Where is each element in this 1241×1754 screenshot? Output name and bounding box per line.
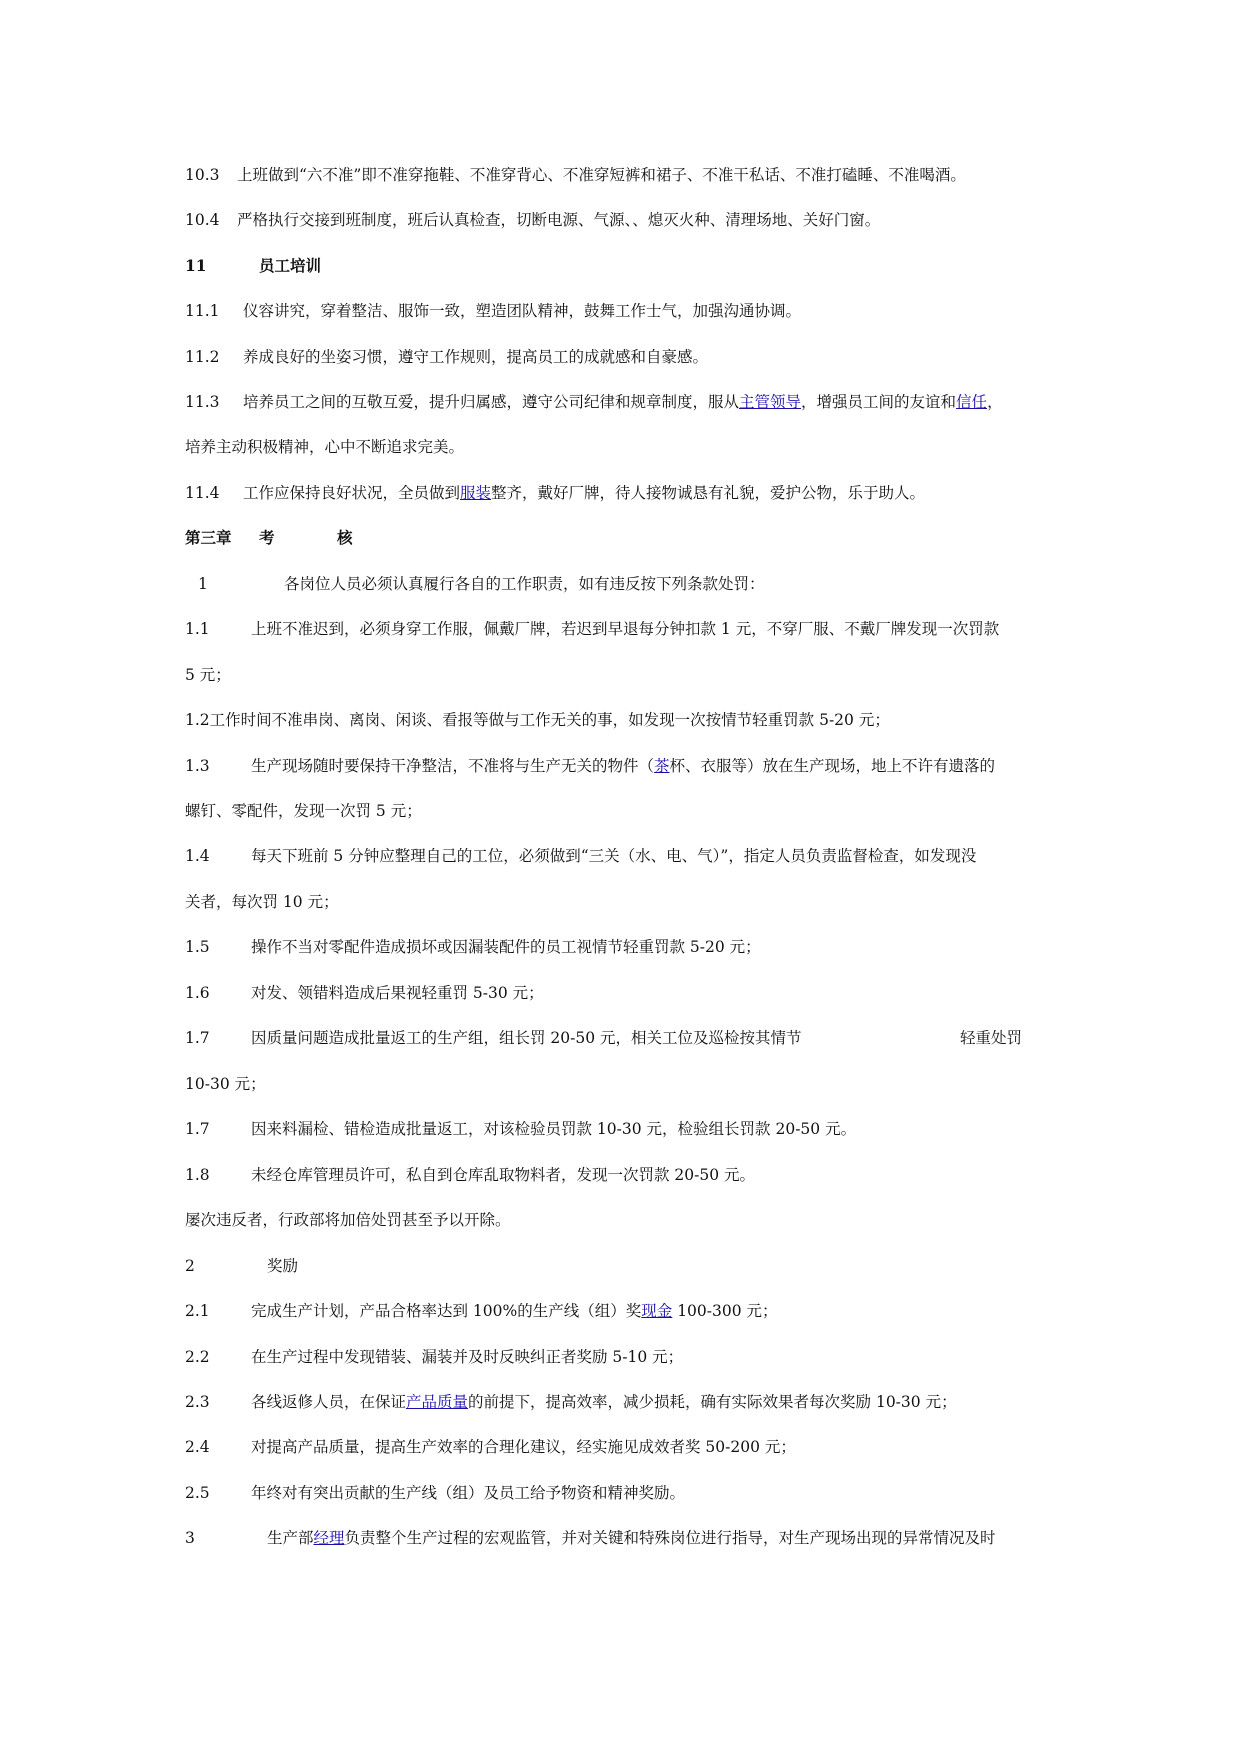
- clause-1-4: [185, 846, 976, 866]
- clause-11-3-cont: [185, 437, 464, 457]
- clause-text: 杯、衣服等）放在生产现场，地上不许有遗落的: [669, 757, 996, 775]
- clause-number: 11.1: [185, 302, 220, 320]
- clause-2-4: [185, 1437, 796, 1457]
- clause-text: ，增强员工间的友谊和: [801, 393, 957, 411]
- clause-text: 未经仓库管理员许可，私自到仓库乱取物料者，发现一次罚款 20-50 元。: [251, 1166, 756, 1184]
- clause-text: 轻重处罚: [960, 1029, 1023, 1047]
- clause-text: 养成良好的坐姿习惯，遵守工作规则，提高员工的成就感和自豪感。: [243, 348, 709, 366]
- clause-2-5: [185, 1483, 685, 1503]
- clause-text: 对发、领错料造成后果视轻重罚 5-30 元；: [251, 984, 544, 1002]
- clause-2-2: [185, 1347, 683, 1367]
- clause-text: 因质量问题造成批量返工的生产组，组长罚 20-50 元，相关工位及巡检按其情节: [251, 1029, 802, 1047]
- link-manager[interactable]: 经理: [313, 1529, 345, 1547]
- clause-2-3: [185, 1392, 957, 1412]
- clause-number: 1.7: [185, 1029, 210, 1047]
- link-tea[interactable]: 茶: [654, 757, 670, 775]
- link-cash[interactable]: 现金: [641, 1302, 673, 1320]
- clause-1-3-cont: [185, 801, 422, 821]
- clause-text: 年终对有突出贡献的生产线（组）及员工给予物资和精神奖励。: [251, 1484, 686, 1502]
- clause-text: ，: [987, 393, 1003, 411]
- clause-text: 上班不准迟到，必须身穿工作服，佩戴厂牌，若迟到早退每分钟扣款 1 元，不穿厂服、不戴厂牌发现一次罚款: [251, 620, 1000, 638]
- clause-text: 严格执行交接到班制度，班后认真检查，切断电源、气源、、熄灭火种、清理场地、关好门窗。: [237, 211, 881, 229]
- clause-text: 5 元；: [185, 666, 231, 684]
- clause-1-4-cont: [185, 892, 339, 912]
- clause-text: 完成生产计划，产品合格率达到 100%的生产线（组）奖: [251, 1302, 642, 1320]
- clause-number: 1.7: [185, 1120, 210, 1138]
- clause-1-7-cont: [185, 1074, 266, 1094]
- clause-1: [198, 574, 765, 594]
- chapter-number: 第三章: [185, 528, 232, 547]
- section-number: 2: [185, 1257, 195, 1275]
- clause-number: 3: [185, 1529, 195, 1547]
- clause-text: 各线返修人员，在保证: [251, 1393, 407, 1411]
- section-heading-11: [185, 256, 321, 276]
- clause-number: 10.3: [185, 166, 220, 184]
- clause-number: 1: [198, 575, 208, 593]
- link-trust[interactable]: 信任: [956, 393, 988, 411]
- clause-number: 1.6: [185, 984, 210, 1002]
- clause-text: 因来料漏检、错检造成批量返工，对该检验员罚款 10-30 元，检验组长罚款 20-50 元。: [251, 1120, 857, 1138]
- clause-number: 2.1: [185, 1302, 210, 1320]
- clause-number: 10.4: [185, 211, 220, 229]
- clause-number: 1.3: [185, 757, 210, 775]
- link-clothing[interactable]: 服装: [460, 484, 492, 502]
- clause-text: 的前提下，提高效率，减少损耗，确有实际效果者每次奖励 10-30 元；: [468, 1393, 957, 1411]
- clause-10-4: [185, 210, 880, 230]
- clause-text: 各岗位人员必须认真履行各自的工作职责，如有违反按下列条款处罚：: [284, 575, 765, 593]
- clause-text: 整齐，戴好厂牌，待人接物诚恳有礼貌，爱护公物，乐于助人。: [491, 484, 926, 502]
- clause-1-7-tail: [960, 1028, 1022, 1048]
- section-title: 员工培训: [259, 256, 322, 275]
- clause-number: 1.5: [185, 938, 210, 956]
- clause-text: 工作时间不准串岗、离岗、闲谈、看报等做与工作无关的事，如发现一次按情节轻重罚款 5-20 元；: [209, 711, 890, 729]
- clause-number: 1.1: [185, 620, 210, 638]
- chapter-title-char: 考: [259, 528, 275, 547]
- clause-text: 螺钉、零配件，发现一次罚 5 元；: [185, 802, 422, 820]
- clause-number: 11.2: [185, 348, 220, 366]
- clause-1-3: [185, 756, 995, 776]
- link-product-quality[interactable]: 产品质量: [406, 1393, 469, 1411]
- clause-text: 仪容讲究，穿着整洁、服饰一致，塑造团队精神，鼓舞工作士气，加强沟通协调。: [243, 302, 802, 320]
- clause-1-8: [185, 1165, 755, 1185]
- clause-text: 负责整个生产过程的宏观监管，并对关键和特殊岗位进行指导，对生产现场出现的异常情况及时: [344, 1529, 996, 1547]
- clause-10-3: [185, 165, 966, 185]
- clause-text: 培养主动积极精神，心中不断追求完美。: [185, 438, 465, 456]
- note-repeat-offenders: [185, 1210, 511, 1230]
- section-heading-2: [185, 1256, 298, 1276]
- clause-text: 对提高产品质量，提高生产效率的合理化建议，经实施见成效者奖 50-200 元；: [251, 1438, 796, 1456]
- clause-text: 屡次违反者，行政部将加倍处罚甚至予以开除。: [185, 1211, 511, 1229]
- clause-2-1: [185, 1301, 778, 1321]
- clause-3: [185, 1528, 996, 1548]
- clause-number: 1.4: [185, 847, 210, 865]
- clause-text: 上班做到“六不准”即不准穿拖鞋、不准穿背心、不准穿短裤和裙子、不准干私话、不准打磕睡、不准喝酒。: [237, 166, 966, 184]
- clause-1-1-cont: [185, 665, 231, 685]
- clause-1-6: [185, 983, 544, 1003]
- clause-text: 在生产过程中发现错装、漏装并及时反映纠正者奖励 5-10 元；: [251, 1348, 684, 1366]
- clause-1-7b: [185, 1119, 856, 1139]
- clause-1-1: [185, 619, 999, 639]
- clause-1-7: [185, 1028, 802, 1048]
- clause-11-3: [185, 392, 1003, 412]
- clause-text: 生产部: [267, 1529, 314, 1547]
- clause-11-4: [185, 483, 925, 503]
- section-title: 奖励: [267, 1257, 299, 1275]
- clause-text: 工作应保持良好状况，全员做到: [243, 484, 461, 502]
- clause-text: 培养员工之间的互敬互爱，提升归属感，遵守公司纪律和规章制度，服从: [243, 393, 740, 411]
- clause-1-2: [185, 710, 890, 730]
- clause-text: 生产现场随时要保持干净整洁，不准将与生产无关的物件（: [251, 757, 655, 775]
- clause-11-2: [185, 347, 708, 367]
- clause-number: 1.8: [185, 1166, 210, 1184]
- clause-text: 10-30 元；: [185, 1075, 266, 1093]
- clause-text: 100-300 元；: [672, 1302, 778, 1320]
- clause-number: 2.2: [185, 1348, 210, 1366]
- clause-number: 1.2: [185, 711, 210, 729]
- clause-number: 2.5: [185, 1484, 210, 1502]
- clause-text: 操作不当对零配件造成损坏或因漏装配件的员工视情节轻重罚款 5-20 元；: [251, 938, 761, 956]
- clause-text: 每天下班前 5 分钟应整理自己的工位，必须做到“三关（水、电、气）”，指定人员负责监督检查，如发现没: [251, 847, 977, 865]
- section-number: 11: [185, 256, 207, 275]
- clause-number: 2.3: [185, 1393, 210, 1411]
- clause-11-1: [185, 301, 801, 321]
- clause-1-5: [185, 937, 761, 957]
- chapter-heading: [185, 528, 353, 548]
- clause-number: 2.4: [185, 1438, 210, 1456]
- clause-number: 11.4: [185, 484, 220, 502]
- chapter-title-char: 核: [337, 528, 353, 547]
- clause-number: 11.3: [185, 393, 220, 411]
- link-supervisor[interactable]: 主管领导: [739, 393, 802, 411]
- clause-text: 关者，每次罚 10 元；: [185, 893, 339, 911]
